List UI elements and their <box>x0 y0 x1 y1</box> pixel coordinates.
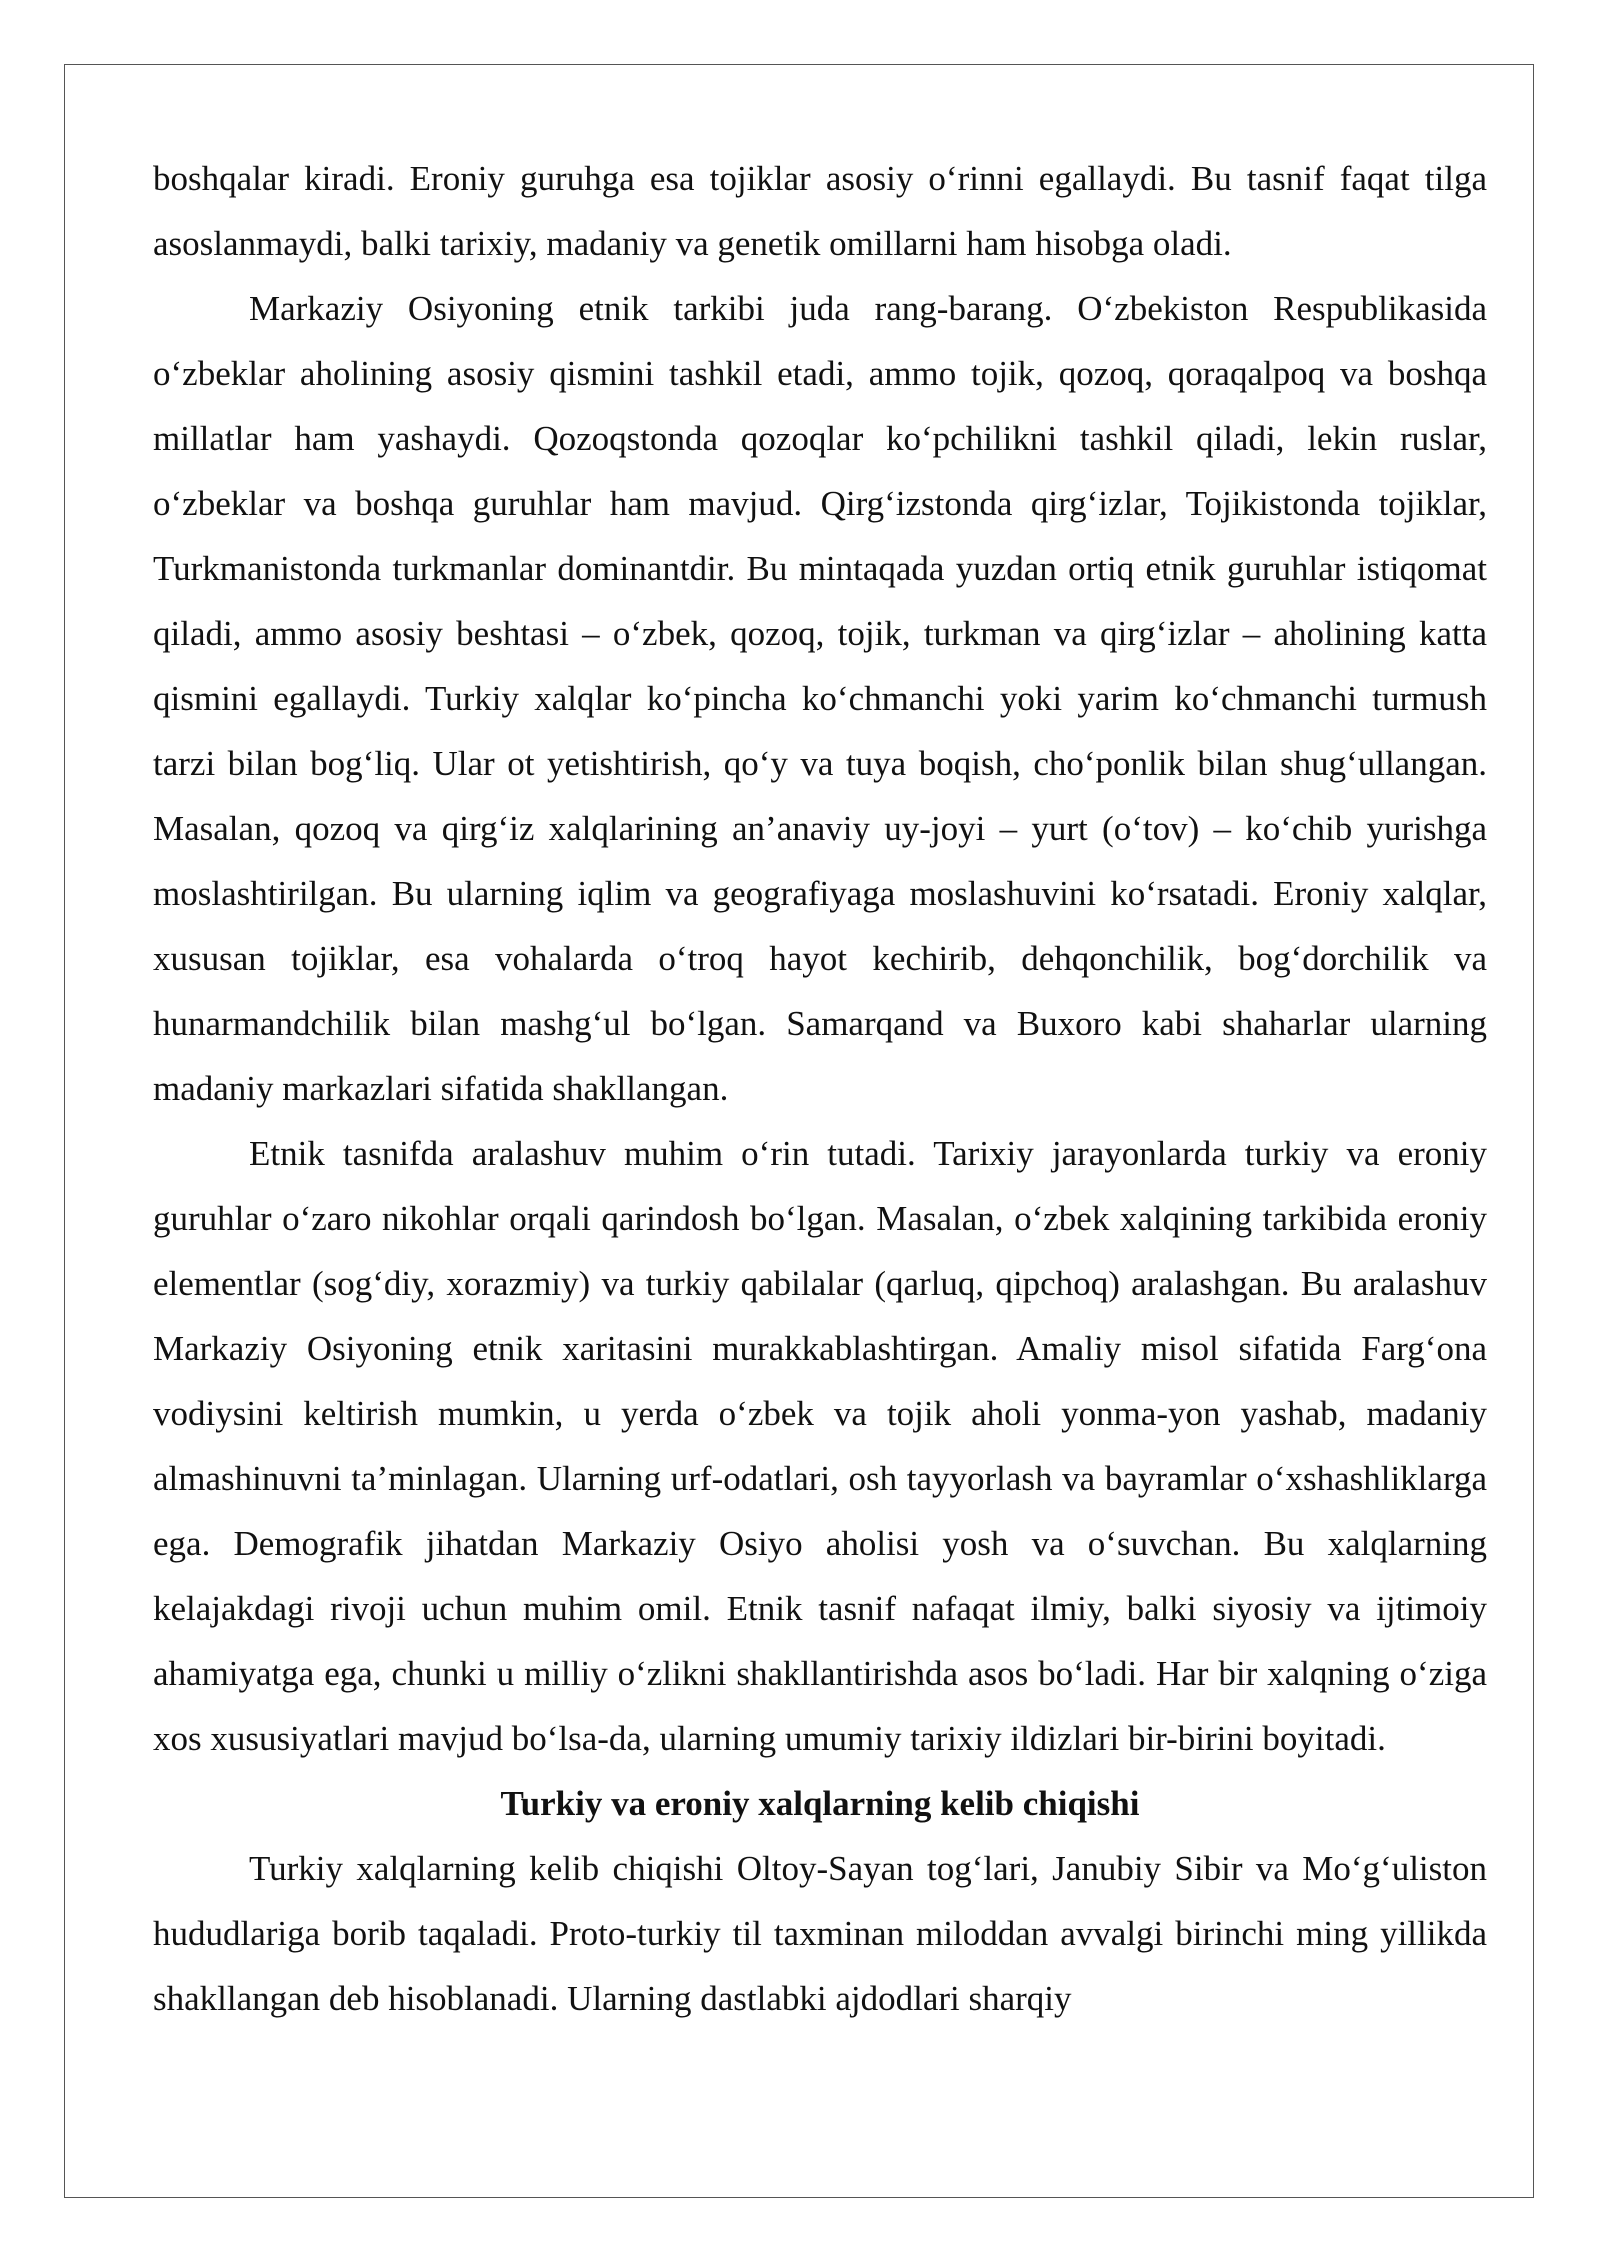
paragraph-ethnic-composition: Markaziy Osiyoning etnik tarkibi juda rang-barang. Oʻzbekiston Respublikasida oʻzbeklar aholining asosiy qismini tashkil etadi, ammo tojik, qozoq, qoraqalpoq va boshqa millatlar ham yashaydi. Qozoqstonda qozoqlar koʻpchilikni tashkil qiladi, lekin ruslar, oʻzbeklar va boshqa guruhlar ham mavjud. Qirgʻizstonda qirgʻizlar, Tojikistonda tojiklar, Turkmanistonda turkmanlar dominantdir. Bu mintaqada yuzdan ortiq etnik guruhlar istiqomat qiladi, ammo asosiy beshtasi – oʻzbek, qozoq, tojik, turkman va qirgʻizlar – aholining katta qismini egallaydi. Turkiy xalqlar koʻpincha koʻchmanchi yoki yarim koʻchmanchi turmush tarzi bilan bogʻliq. Ular ot yetishtirish, qoʻy va tuya boqish, choʻponlik bilan shugʻullangan. Masalan, qozoq va qirgʻiz xalqlarining an’anaviy uy-joyi – yurt (oʻtov) – koʻchib yurishga moslashtirilgan. Bu ularning iqlim va geografiyaga moslashuvini koʻrsatadi. Eroniy xalqlar, xususan tojiklar, esa vohalarda oʻtroq hayot kechirib, dehqonchilik, bogʻdorchilik va hunarmandchilik bilan mashgʻul boʻlgan. Samarqand va Buxoro kabi shaharlar ularning madaniy markazlari sifatida shakllangan. <box>153 289 1487 1108</box>
paragraph-origins: Turkiy xalqlarning kelib chiqishi Oltoy-Sayan togʻlari, Janubiy Sibir va Moʻgʻuliston hududlariga borib taqaladi. Proto-turkiy til taxminan miloddan avvalgi birinchi ming yillikda shakllangan deb hisoblanadi. Ularning dastlabki ajdodlari sharqiy <box>153 1849 1487 2018</box>
paragraph-ethnic-mixing: Etnik tasnifda aralashuv muhim oʻrin tutadi. Tarixiy jarayonlarda turkiy va eroniy guruhlar oʻzaro nikohlar orqali qarindosh boʻlgan. Masalan, oʻzbek xalqining tarkibida eroniy elementlar (sogʻdiy, xorazmiy) va turkiy qabilalar (qarluq, qipchoq) aralashgan. Bu aralashuv Markaziy Osiyoning etnik xaritasini murakkablashtirgan. Amaliy misol sifatida Fargʻona vodiysini keltirish mumkin, u yerda oʻzbek va tojik aholi yonma-yon yashab, madaniy almashinuvni ta’minlagan. Ularning urf-odatlari, osh tayyorlash va bayramlar oʻxshashliklarga ega. Demografik jihatdan Markaziy Osiyo aholisi yosh va oʻsuvchan. Bu xalqlarning kelajakdagi rivoji uchun muhim omil. Etnik tasnif nafaqat ilmiy, balki siyosiy va ijtimoiy ahamiyatga ega, chunki u milliy oʻzlikni shakllantirishda asos boʻladi. Har bir xalqning oʻziga xos xususiyatlari mavjud boʻlsa-da, ularning umumiy tarixiy ildizlari bir-birini boyitadi. <box>153 1134 1487 1758</box>
paragraph-continuation: boshqalar kiradi. Eroniy guruhga esa tojiklar asosiy oʻrinni egallaydi. Bu tasnif faqat tilga asoslanmaydi, balki tarixiy, madaniy va genetik omillarni ham hisobga oladi. <box>153 159 1487 263</box>
document-body <box>153 146 1487 2031</box>
section-heading: Turkiy va eroniy xalqlarning kelib chiqishi <box>500 1784 1140 1823</box>
